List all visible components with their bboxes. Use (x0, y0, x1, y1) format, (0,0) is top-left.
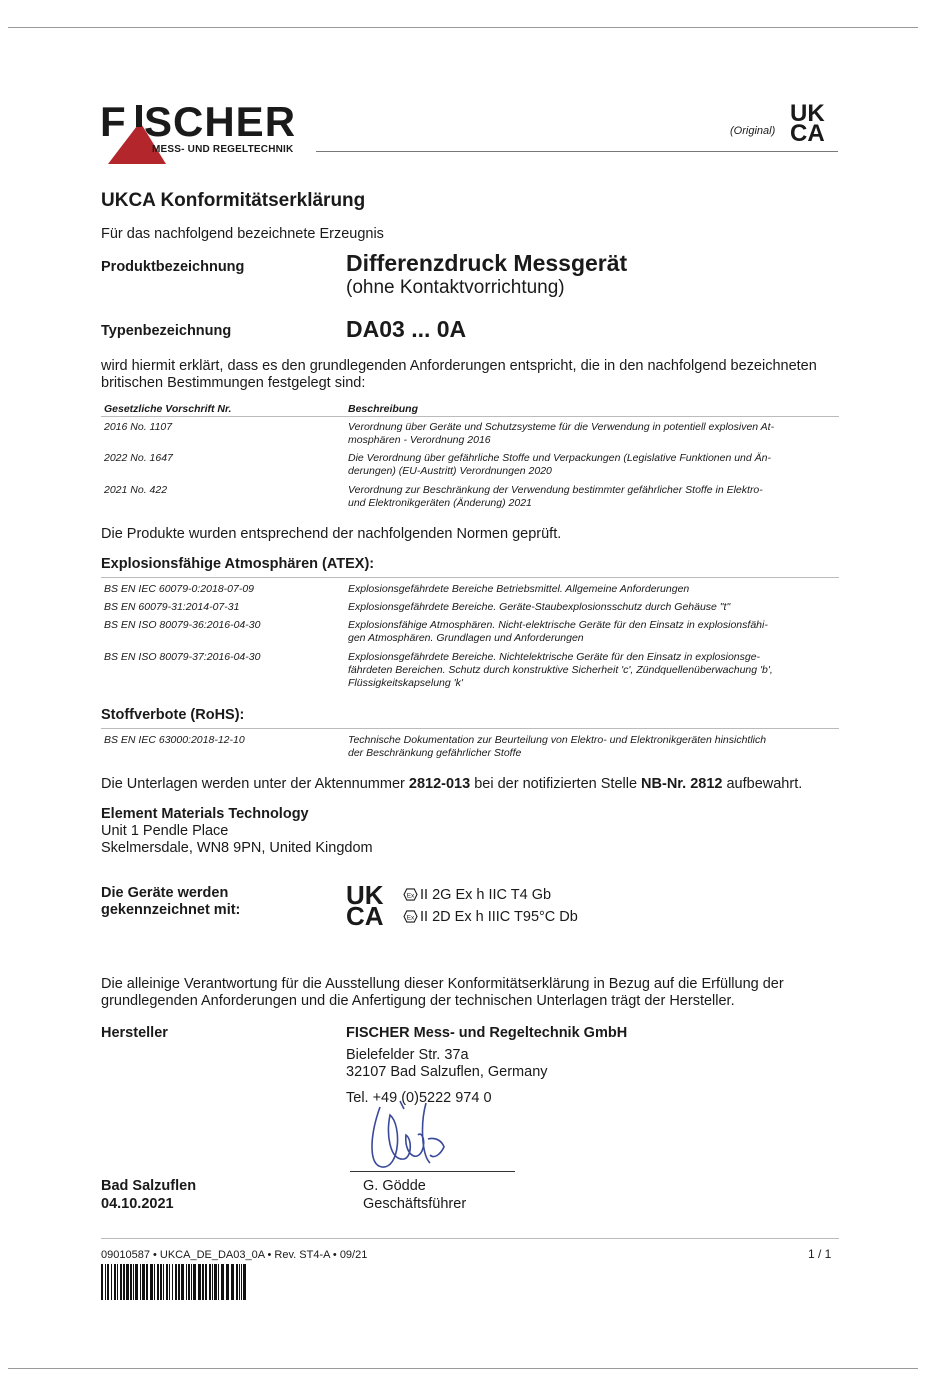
rohs-desc: Technische Dokumentation zur Beurteilung von Elektro- und Elektronikgeräten hinsichtlich der Beschränkung gefährlicher Stoffe (348, 734, 767, 759)
atex-standard: BS EN ISO 80079-37:2016-04-30 (104, 651, 261, 663)
atex-standard: BS EN ISO 80079-36:2016-04-30 (104, 619, 261, 631)
svg-text:Ex: Ex (406, 914, 415, 922)
regulations-col1-header: Gesetzliche Vorschrift Nr. (104, 403, 232, 415)
company-logo (100, 100, 320, 166)
regulation-no: 2022 No. 1647 (104, 452, 173, 464)
handwritten-signature (360, 1095, 480, 1175)
atex-divider (101, 577, 839, 578)
manufacturer-name: FISCHER Mess- und Regeltechnik GmbH (346, 1025, 628, 1041)
atex-desc: Explosionsgefährdete Bereiche. Geräte-Staubexplosionsschutz durch Gehäuse "t" (348, 601, 731, 613)
logo-word: SCHER (144, 98, 297, 145)
manufacturer-tel: Tel. +49 (0)5222 974 0 (346, 1090, 492, 1106)
ex-hexagon-icon (403, 910, 418, 923)
intro-text: Für das nachfolgend bezeichnete Erzeugnis (101, 226, 384, 242)
type-label: Typenbezeichnung (101, 323, 232, 339)
svg-text:Ex: Ex (406, 892, 415, 900)
product-label: Produktbezeichnung (101, 259, 245, 275)
regulation-desc: Verordnung über Geräte und Schutzsysteme für die Verwendung in potentiell explosiven At- mosphären - Verordnung 2016 (348, 421, 775, 446)
original-label: (Original) (730, 125, 776, 137)
declaration-text: wird hiermit erklärt, dass es den grundlegenden Anforderungen entspricht, die in den nachfolgend bezeichneten britischen Bestimmungen festgelegt sind: (101, 358, 817, 391)
notified-body-address-2: Skelmersdale, WN8 9PN, United Kingdom (101, 840, 373, 856)
document-id: 09010587 • UKCA_DE_DA03_0A • Rev. ST4-A • 09/21 (101, 1249, 368, 1261)
regulation-desc: Verordnung zur Beschränkung der Verwendung bestimmter gefährlicher Stoffe in Elektro- und Elektronikgeräten (Änderung) 2021 (348, 484, 763, 509)
tested-text: Die Produkte wurden entsprechend der nachfolgenden Normen geprüft. (101, 526, 562, 542)
regulations-col2-header: Beschreibung (348, 403, 419, 415)
notified-body-address-1: Unit 1 Pendle Place (101, 823, 229, 839)
regulations-divider (101, 416, 839, 417)
atex-desc: Explosionsgefährdete Bereiche Betriebsmittel. Allgemeine Anforderungen (348, 583, 690, 595)
product-name: Differenzdruck Messgerät (346, 250, 628, 276)
atex-desc: Explosionsfähige Atmosphären. Nicht-elektrische Geräte für den Einsatz in explosionsfähi- gen Atmosphären. Grundlagen und Anforderungen (348, 619, 768, 644)
manufacturer-street: Bielefelder Str. 37a (346, 1047, 469, 1063)
regulation-no: 2021 No. 422 (104, 484, 168, 496)
page-bottom-rule (8, 1368, 918, 1369)
rohs-divider (101, 728, 839, 729)
rohs-standard: BS EN IEC 63000:2018-12-10 (104, 734, 245, 746)
manufacturer-label: Hersteller (101, 1025, 168, 1041)
header-rule (316, 151, 838, 152)
product-name-sub: (ohne Kontaktvorrichtung) (346, 277, 565, 298)
page-number: 1 / 1 (808, 1247, 832, 1261)
barcode (101, 1264, 247, 1300)
ex-marking-1: Ex II 2G Ex h IIC T4 Gb (403, 887, 551, 904)
page-title: UKCA Konformitätserklärung (101, 190, 366, 211)
signature-place: Bad Salzuflen (101, 1178, 197, 1194)
notified-body-name: Element Materials Technology (101, 806, 309, 822)
page-top-rule (8, 27, 918, 28)
signature-date: 04.10.2021 (101, 1196, 174, 1212)
marking-label: Die Geräte werden gekennzeichnet mit: (101, 885, 241, 918)
logo-letter-f: F (100, 98, 127, 145)
manufacturer-city: 32107 Bad Salzuflen, Germany (346, 1064, 548, 1080)
signature-line (350, 1171, 515, 1172)
ex-hexagon-icon (403, 888, 418, 901)
atex-desc: Explosionsgefährdete Bereiche. Nichtelektrische Geräte für den Einsatz in explosionsge- fährdeten Bereichen. Schutz durch konstruktive Sicherheit 'c', Zündquellenüberwachung 'b', Flüssigkeitskapselung 'k' (348, 651, 773, 689)
regulation-desc: Die Verordnung über gefährliche Stoffe und Verpackungen (Legislative Funktionen und Än- derungen) (EU-Austritt) Verordnungen 2020 (348, 452, 771, 477)
ex-marking-2: Ex II 2D Ex h IIIC T95°C Db (403, 909, 578, 926)
atex-standard: BS EN IEC 60079-0:2018-07-09 (104, 583, 255, 595)
notified-body-number: NB-Nr. 2812 (641, 776, 723, 792)
atex-standard: BS EN 60079-31:2014-07-31 (104, 601, 240, 613)
atex-heading: Explosionsfähige Atmosphären (ATEX): (101, 556, 375, 572)
rohs-heading: Stoffverbote (RoHS): (101, 707, 245, 723)
type-value: DA03 ... 0A (346, 316, 467, 342)
signatory-role: Geschäftsführer (363, 1196, 467, 1212)
signatory-name: G. Gödde (363, 1178, 426, 1194)
file-number: 2812-013 (408, 776, 471, 792)
ukca-mark-marking: UK CA (346, 880, 384, 932)
responsibility-text: Die alleinige Verantwortung für die Ausstellung dieser Konformitätserklärung in Bezug auf die Erfüllung der grundlegenden Anforderungen und die Anfertigung der technischen Unterlagen trägt der Hersteller. (101, 976, 784, 1009)
footer-rule (101, 1238, 839, 1239)
file-note: Die Unterlagen werden unter der Aktennummer 2812-013 bei der notifizierten Stelle NB-Nr. 2812 aufbewahrt. (101, 776, 803, 792)
logo-subtitle: MESS- UND REGELTECHNIK (152, 144, 294, 155)
regulation-no: 2016 No. 1107 (104, 421, 173, 433)
logo-i-bar (136, 105, 142, 127)
ukca-mark-header: UK CA (790, 100, 825, 147)
